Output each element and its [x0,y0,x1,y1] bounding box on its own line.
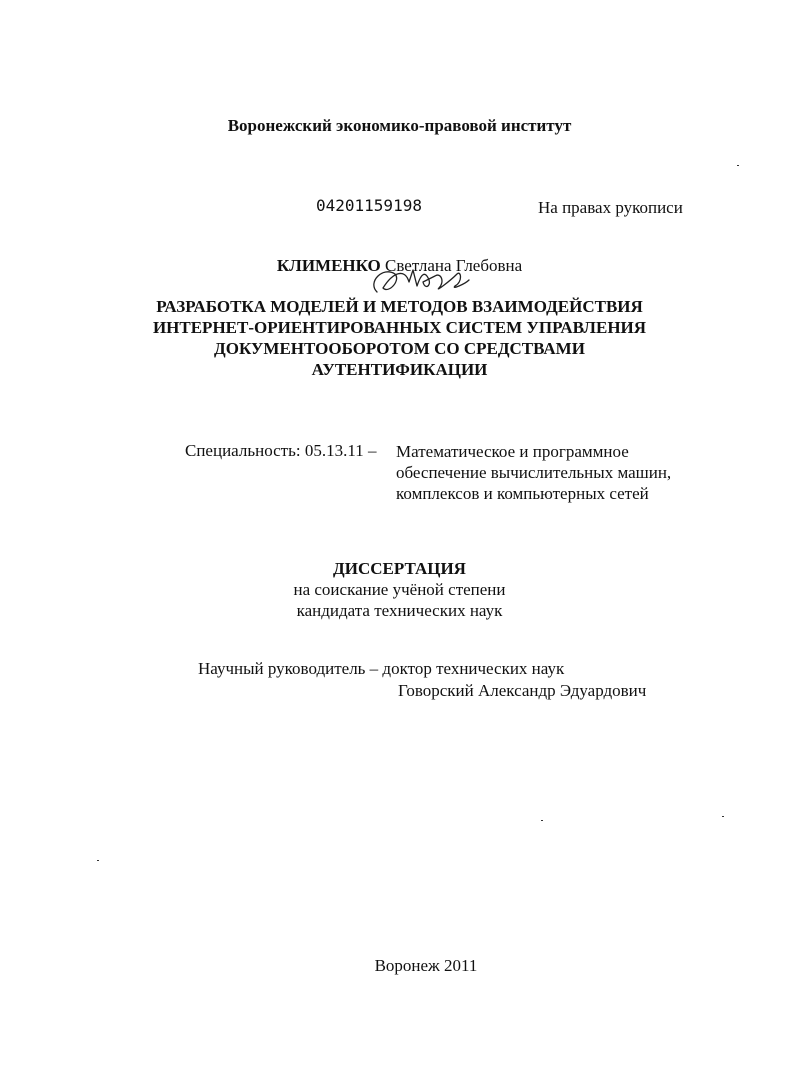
institute-name: Воронежский экономико-правовой институт [227,116,572,135]
dissertation-block [0,558,799,621]
title-line: РАЗРАБОТКА МОДЕЛЕЙ И МЕТОДОВ ВЗАИМОДЕЙСТВИЯ [156,297,643,316]
scan-speck [722,816,724,817]
dissertation-title [0,296,799,380]
author-given-names: Светлана Глебовна [385,256,523,275]
specialty-line: Математическое и программное [396,442,629,461]
specialty-line: комплексов и компьютерных сетей [396,484,649,503]
rights-note: На правах рукописи [538,198,683,217]
title-line: ИНТЕРНЕТ-ОРИЕНТИРОВАННЫХ СИСТЕМ УПРАВЛЕНИЯ [152,318,647,337]
registration-code: 04201159198 [316,196,422,215]
specialty-label: Специальность: 05.13.11 – [185,441,377,460]
city-year: Воронеж 2011 [374,956,478,975]
scan-speck [541,820,543,821]
specialty-description [396,441,671,504]
dissertation-heading: ДИССЕРТАЦИЯ [333,559,466,578]
scan-speck [97,860,99,861]
advisor-title: Научный руководитель – доктор технических наук [198,659,565,678]
advisor-name: Говорский Александр Эдуардович [398,681,647,700]
title-line: АУТЕНТИФИКАЦИИ [311,360,488,379]
scan-speck [737,165,739,166]
title-line: ДОКУМЕНТООБОРОТОМ СО СРЕДСТВАМИ [214,339,585,358]
degree-line: кандидата технических наук [296,601,503,620]
author-surname: КЛИМЕНКО [276,256,381,275]
specialty-line: обеспечение вычислительных машин, [396,463,672,482]
degree-line: на соискание учёной степени [293,580,506,599]
